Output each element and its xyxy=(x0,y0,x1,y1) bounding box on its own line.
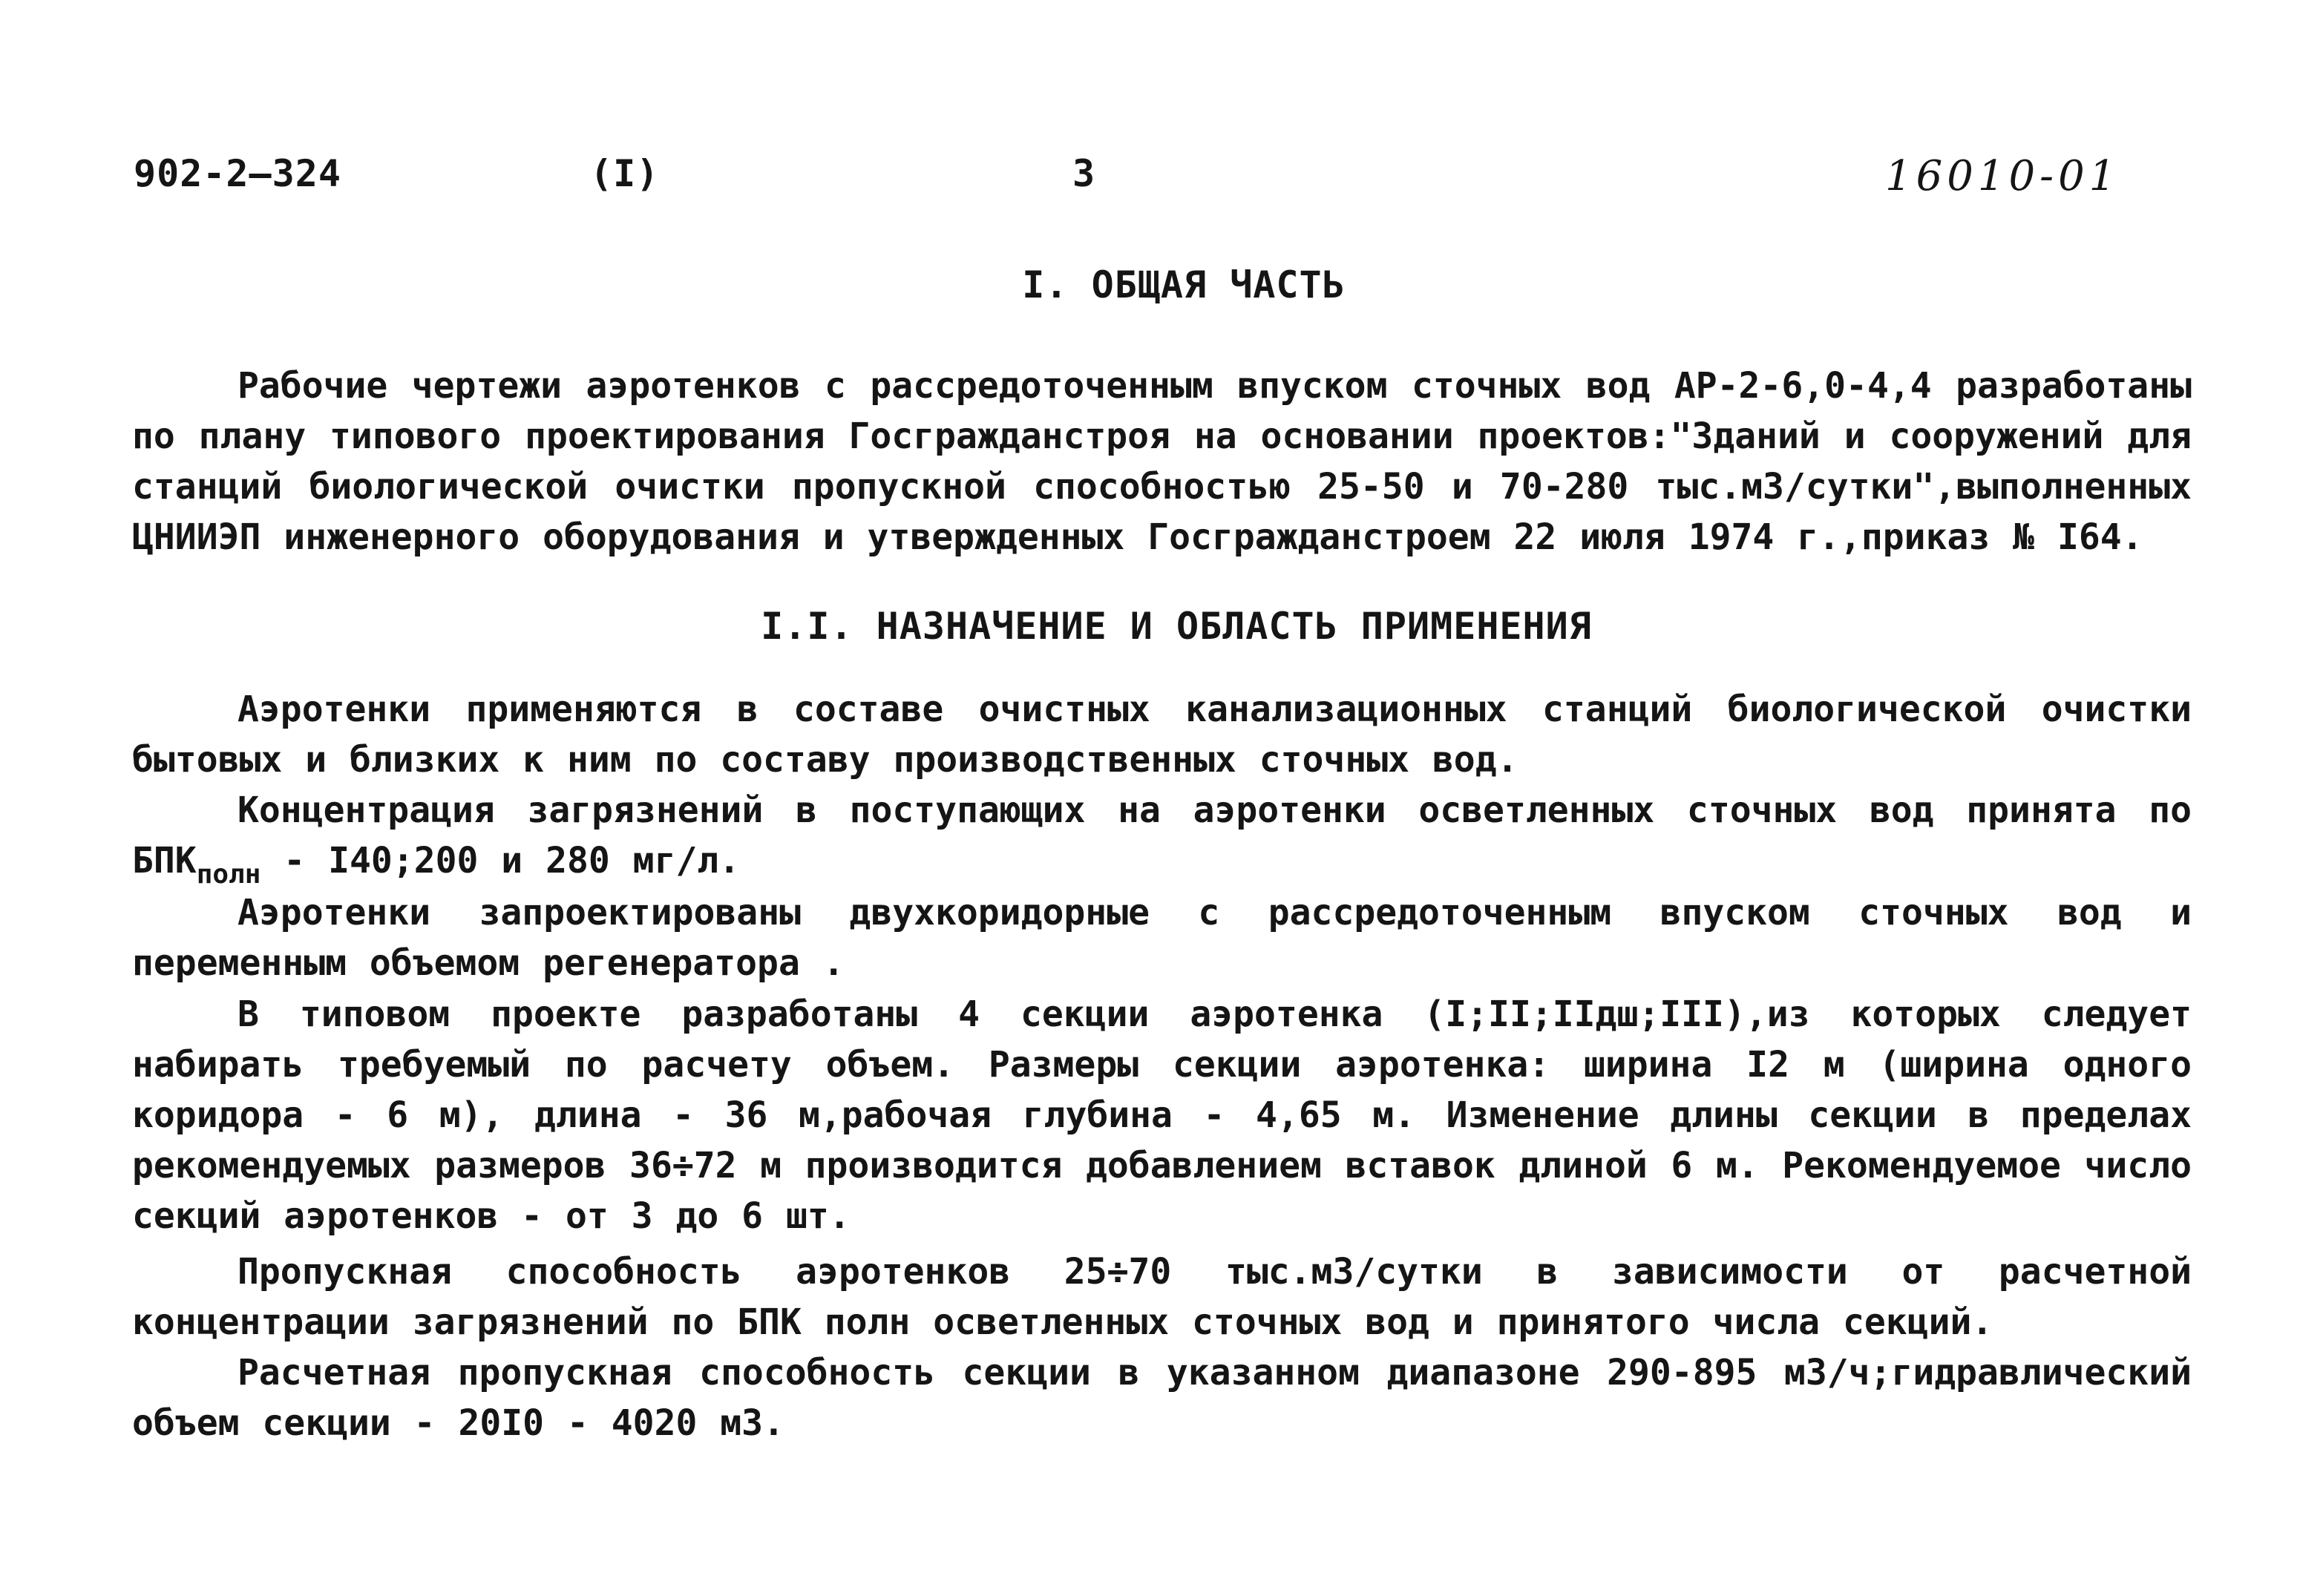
document-code: 902-2—324 xyxy=(134,152,341,195)
design-capacity-paragraph: Расчетная пропускная способность секции в указанном диапазоне 290-895 м3/ч;гидравлический объем секции - 20I0 - 4020 м3. xyxy=(132,1352,2192,1444)
design-paragraph: Аэротенки запроектированы двухкоридорные с рассредоточенным впуском сточных вод и переменным объемом регенератора . xyxy=(132,892,2192,984)
sections-paragraph: В типовом проекте разработаны 4 секции аэротенка (I;II;IIдш;III),из которых следует набирать требуемый по расчету объем. Размеры секции аэротенка: ширина I2 м (ширина одного коридора - 6 м), длина - 36 м,рабочая глубина - 4,65 м. Изменение длины секции в пределах рекомендуемых размеров 36÷72 м производится добавлением вставок длиной 6 м. Рекомендуемое число секций аэротенков - от 3 до 6 шт. xyxy=(132,994,2192,1237)
application-paragraph: Аэротенки применяются в составе очистных канализационных станций биологической очистки бытовых и близких к ним по составу производственных сточных вод. xyxy=(132,689,2192,781)
section-title: I. ОБЩАЯ ЧАСТЬ xyxy=(1022,263,1346,306)
registry-number: 16010-01 xyxy=(1885,152,2120,200)
bod-subscript: полн xyxy=(196,859,261,890)
concentration-values: - I40;200 и 280 мг/л. xyxy=(261,840,741,881)
page-number: 3 xyxy=(1072,152,1096,195)
concentration-text: Концентрация загрязнений в поступающих на аэротенки осветленных сточных вод принята по БПК xyxy=(132,789,2192,881)
concentration-paragraph xyxy=(132,785,2192,900)
subsection-title: I.I. НАЗНАЧЕНИЕ И ОБЛАСТЬ ПРИМЕНЕНИЯ xyxy=(761,605,1592,648)
part-number: (I) xyxy=(590,152,660,195)
intro-paragraph: Рабочие чертежи аэротенков с рассредоточенным впуском сточных вод АР-2-6,0-4,4 разработаны по плану типового проектирования Госгражданстроя на основании проектов:"Зданий и сооружений для станций биологической очистки пропускной способностью 25-50 и 70-280 тыс.м3/сутки",выполненных ЦНИИЭП инженерного оборудования и утвержденных Госгражданстроем 22 июля 1974 г.,приказ № I64. xyxy=(132,365,2192,558)
capacity-paragraph: Пропускная способность аэротенков 25÷70 тыс.м3/сутки в зависимости от расчетной концентрации загрязнений по БПК полн осветленных сточных вод и принятого числа секций. xyxy=(132,1251,2192,1343)
